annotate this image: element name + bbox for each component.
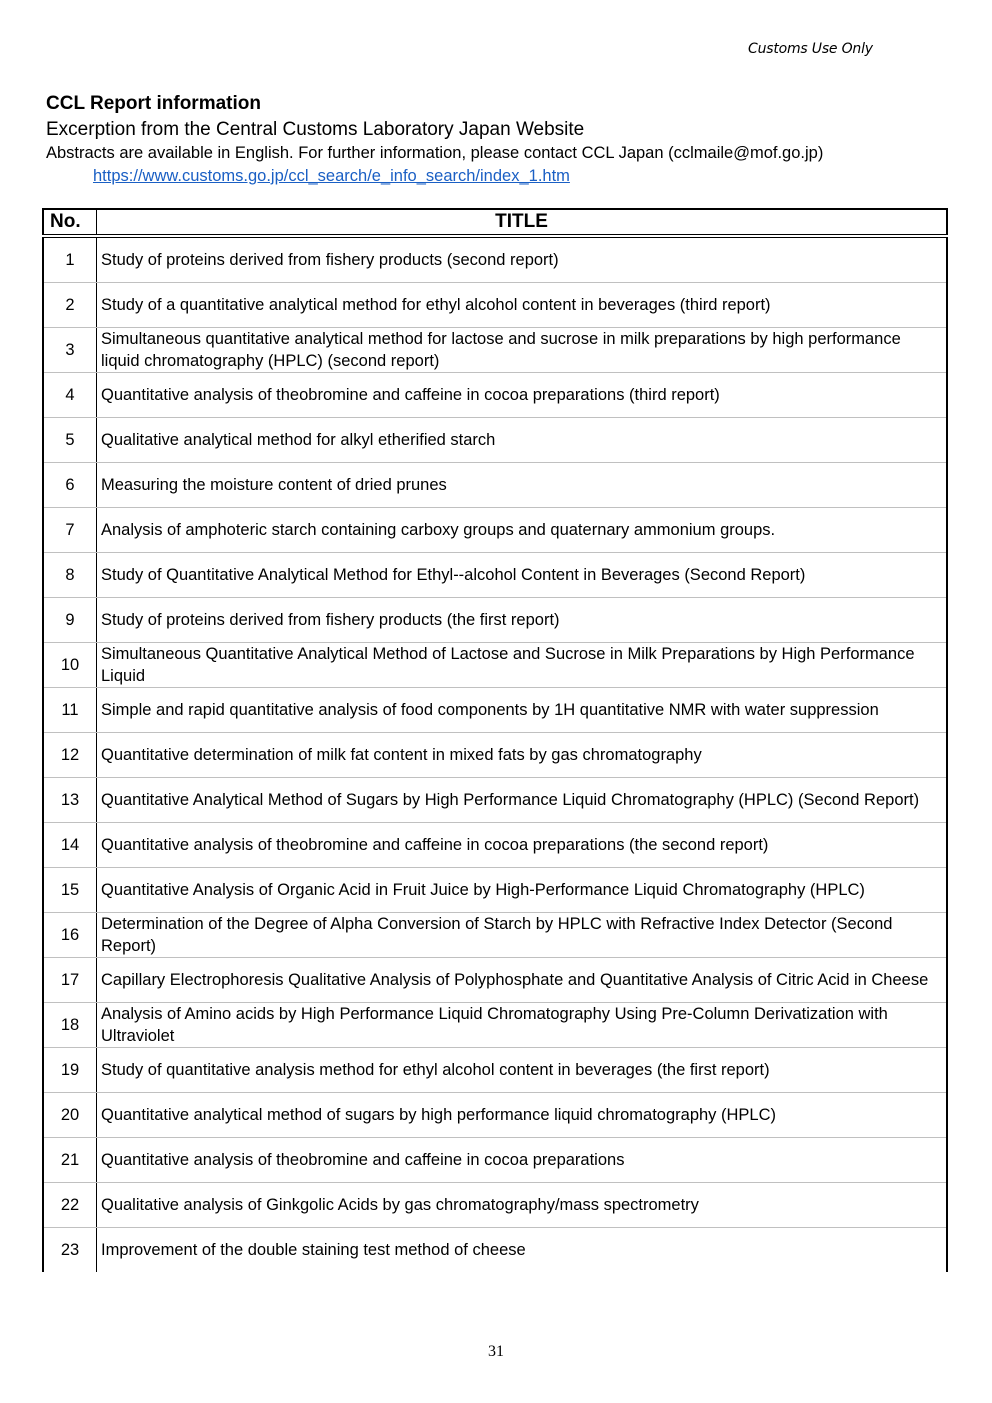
table-row	[43, 1003, 947, 1048]
row-number: 8	[43, 553, 97, 598]
row-title: Study of a quantitative analytical method for ethyl alcohol content in beverages (third report)	[97, 283, 948, 328]
row-title: Quantitative analysis of theobromine and caffeine in cocoa preparations (the second report)	[97, 823, 948, 868]
row-title: Capillary Electrophoresis Qualitative Analysis of Polyphosphate and Quantitative Analysis of Citric Acid in Cheese	[97, 958, 948, 1003]
row-title: Study of Quantitative Analytical Method for Ethyl--alcohol Content in Beverages (Second Report)	[97, 553, 948, 598]
row-number: 17	[43, 958, 97, 1003]
row-title: Study of quantitative analysis method for ethyl alcohol content in beverages (the first report)	[97, 1048, 948, 1093]
table-row	[43, 1093, 947, 1138]
page-number: 31	[488, 1343, 504, 1360]
table-row	[43, 553, 947, 598]
row-number: 2	[43, 283, 97, 328]
column-header-no: No.	[43, 209, 97, 236]
row-number: 7	[43, 508, 97, 553]
row-number: 11	[43, 688, 97, 733]
row-number: 3	[43, 328, 97, 373]
ccl-search-link[interactable]: https://www.customs.go.jp/ccl_search/e_info_search/index_1.htm	[93, 167, 570, 185]
row-number: 16	[43, 913, 97, 958]
report-table-body	[43, 236, 947, 1272]
row-number: 22	[43, 1183, 97, 1228]
row-title: Analysis of Amino acids by High Performance Liquid Chromatography Using Pre-Column Derivatization with Ultraviolet	[97, 1003, 948, 1048]
row-title: Study of proteins derived from fishery products (the first report)	[97, 598, 948, 643]
page-subheading: Excerption from the Central Customs Laboratory Japan Website	[46, 119, 585, 140]
row-title: Improvement of the double staining test method of cheese	[97, 1228, 948, 1273]
row-title: Analysis of amphoteric starch containing carboxy groups and quaternary ammonium groups.	[97, 508, 948, 553]
row-title: Qualitative analysis of Ginkgolic Acids by gas chromatography/mass spectrometry	[97, 1183, 948, 1228]
table-row	[43, 733, 947, 778]
row-title: Quantitative Analytical Method of Sugars by High Performance Liquid Chromatography (HPLC) (Second Report)	[97, 778, 948, 823]
table-row	[43, 598, 947, 643]
row-number: 19	[43, 1048, 97, 1093]
row-number: 13	[43, 778, 97, 823]
row-number: 1	[43, 236, 97, 283]
table-row	[43, 778, 947, 823]
abstract-note: Abstracts are available in English. For further information, please contact CCL Japan (cclmaile@mof.go.jp)	[46, 144, 824, 162]
row-title: Determination of the Degree of Alpha Conversion of Starch by HPLC with Refractive Index Detector (Second Report)	[97, 913, 948, 958]
row-title: Study of proteins derived from fishery products (second report)	[97, 236, 948, 283]
table-row	[43, 1138, 947, 1183]
row-title: Quantitative Analysis of Organic Acid in Fruit Juice by High-Performance Liquid Chromatography (HPLC)	[97, 868, 948, 913]
row-number: 23	[43, 1228, 97, 1273]
customs-use-only-label: Customs Use Only	[748, 41, 873, 57]
row-title: Simple and rapid quantitative analysis of food components by 1H quantitative NMR with water suppression	[97, 688, 948, 733]
row-number: 10	[43, 643, 97, 688]
table-row	[43, 236, 947, 283]
row-title: Quantitative analysis of theobromine and caffeine in cocoa preparations (third report)	[97, 373, 948, 418]
table-row	[43, 328, 947, 373]
table-row	[43, 418, 947, 463]
report-table	[42, 208, 948, 1272]
table-row	[43, 958, 947, 1003]
row-title: Simultaneous quantitative analytical method for lactose and sucrose in milk preparations by high performance liquid chromatography (HPLC) (second report)	[97, 328, 948, 373]
table-row	[43, 913, 947, 958]
column-header-title: TITLE	[97, 209, 948, 236]
row-number: 5	[43, 418, 97, 463]
row-number: 21	[43, 1138, 97, 1183]
row-number: 6	[43, 463, 97, 508]
row-title: Quantitative analysis of theobromine and caffeine in cocoa preparations	[97, 1138, 948, 1183]
table-row	[43, 283, 947, 328]
row-number: 15	[43, 868, 97, 913]
table-row	[43, 463, 947, 508]
table-row	[43, 508, 947, 553]
table-row	[43, 868, 947, 913]
row-number: 9	[43, 598, 97, 643]
row-title: Simultaneous Quantitative Analytical Method of Lactose and Sucrose in Milk Preparations by High Performance Liquid	[97, 643, 948, 688]
table-row	[43, 373, 947, 418]
table-header-row	[43, 209, 947, 236]
row-number: 4	[43, 373, 97, 418]
table-row	[43, 688, 947, 733]
page-heading: CCL Report information	[46, 93, 261, 114]
row-title: Measuring the moisture content of dried prunes	[97, 463, 948, 508]
table-row	[43, 1183, 947, 1228]
table-row	[43, 823, 947, 868]
table-row	[43, 643, 947, 688]
row-title: Quantitative analytical method of sugars by high performance liquid chromatography (HPLC)	[97, 1093, 948, 1138]
row-title: Quantitative determination of milk fat content in mixed fats by gas chromatography	[97, 733, 948, 778]
row-title: Qualitative analytical method for alkyl etherified starch	[97, 418, 948, 463]
row-number: 14	[43, 823, 97, 868]
table-row	[43, 1228, 947, 1273]
row-number: 12	[43, 733, 97, 778]
row-number: 20	[43, 1093, 97, 1138]
table-row	[43, 1048, 947, 1093]
row-number: 18	[43, 1003, 97, 1048]
